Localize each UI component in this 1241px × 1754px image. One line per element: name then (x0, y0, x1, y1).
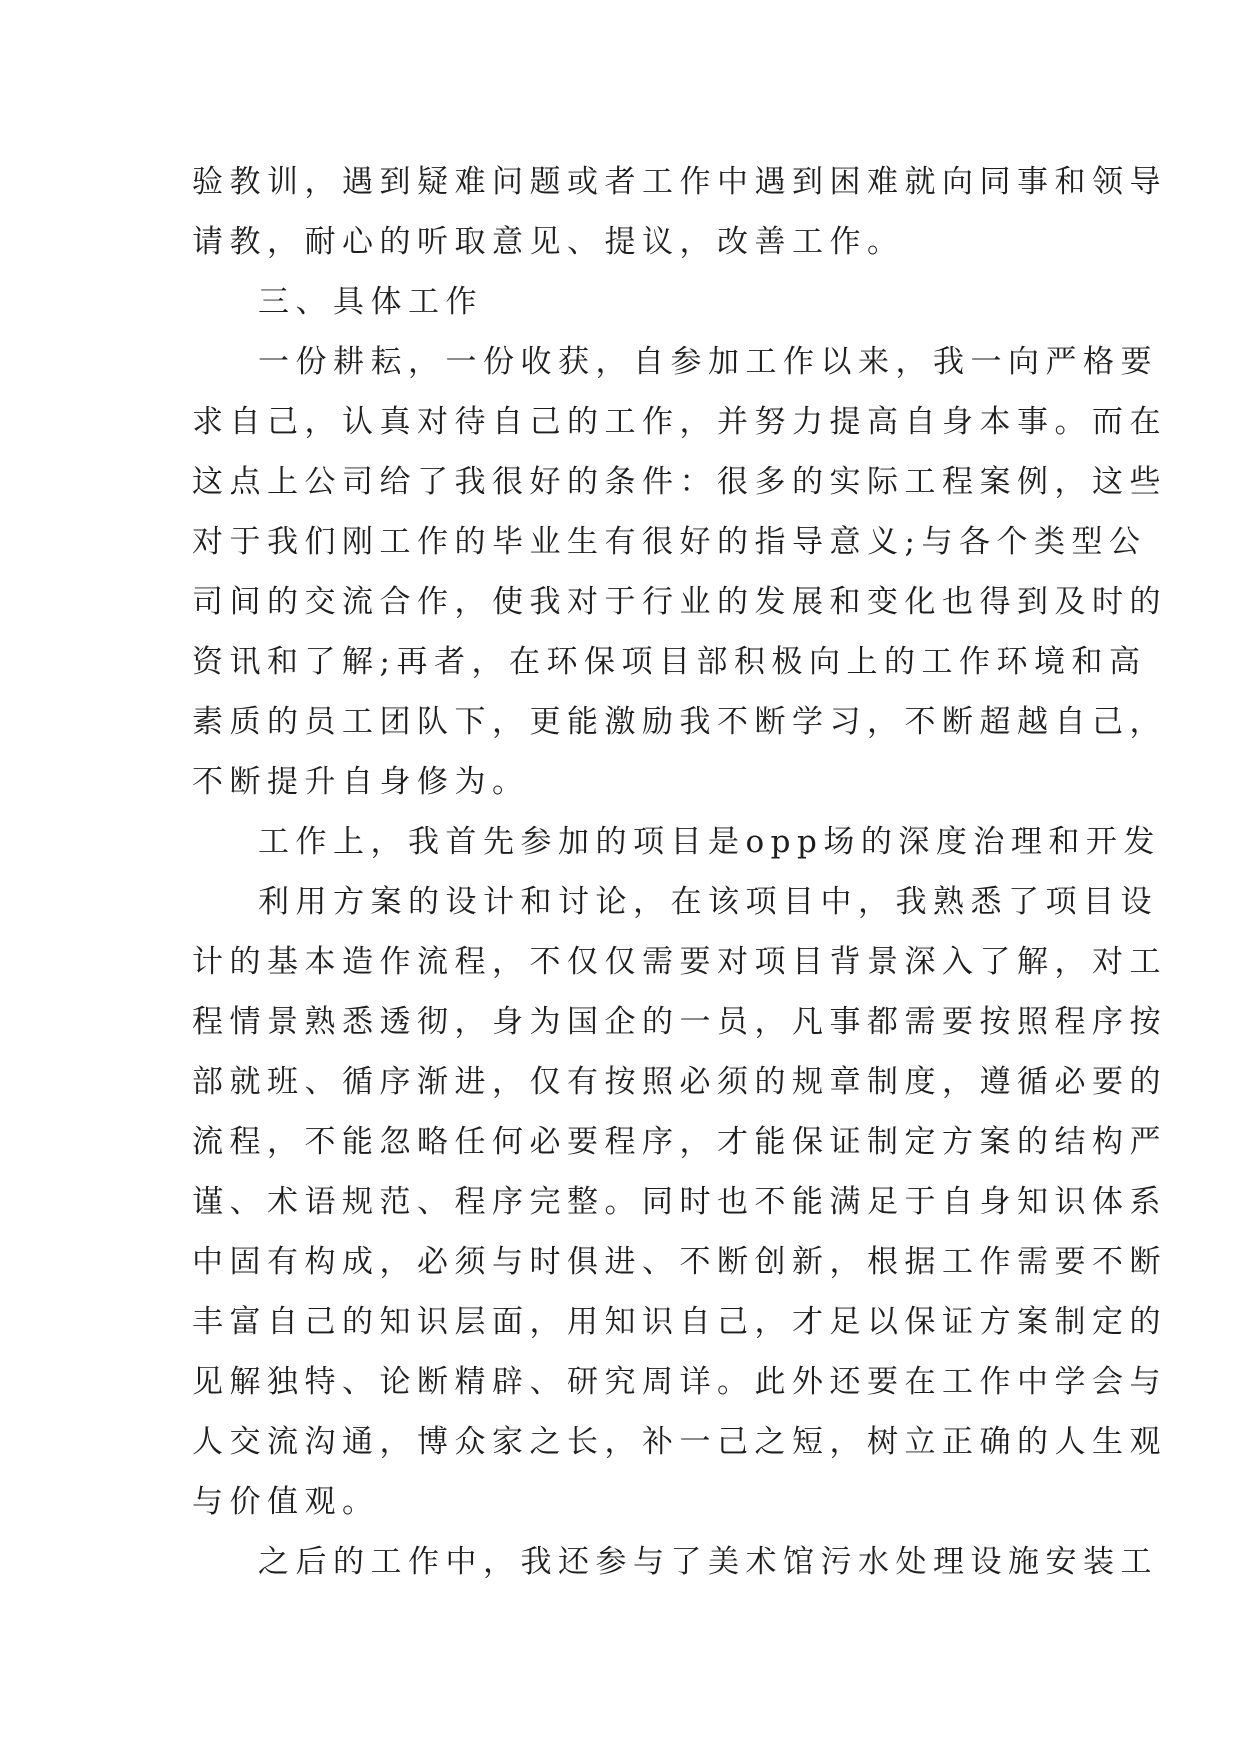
text-line: 工作上，我首先参加的项目是opp场的深度治理和开发 (258, 824, 1161, 860)
text-line: 请教，耐心的听取意见、提议，改善工作。 (192, 224, 905, 260)
text-line: 求自己，认真对待自己的工作，并努力提高自身本事。而在 (192, 404, 1167, 440)
text-line: 素质的员工团队下，更能激励我不断学习，不断超越自己， (192, 704, 1167, 740)
text-line: 人交流沟通，博众家之长，补一己之短，树立正确的人生观 (192, 1424, 1167, 1460)
text-line: 一份耕耘，一份收获，自参加工作以来，我一向严格要 (258, 344, 1158, 380)
text-line: 计的基本造作流程，不仅仅需要对项目背景深入了解，对工 (192, 944, 1167, 980)
text-line: 谨、术语规范、程序完整。同时也不能满足于自身知识体系 (192, 1184, 1167, 1220)
text-line: 见解独特、论断精辟、研究周详。此外还要在工作中学会与 (192, 1364, 1167, 1400)
text-line: 利用方案的设计和讨论，在该项目中，我熟悉了项目设 (258, 884, 1158, 920)
text-line: 与价值观。 (192, 1484, 380, 1520)
text-line: 验教训，遇到疑难问题或者工作中遇到困难就向同事和领导 (192, 164, 1167, 200)
text-line: 程情景熟悉透彻，身为国企的一员，凡事都需要按照程序按 (192, 1004, 1167, 1040)
document-body (192, 152, 1167, 1592)
text-line: 不断提升自身修为。 (192, 764, 530, 800)
text-line: 部就班、循序渐进，仅有按照必须的规章制度，遵循必要的 (192, 1064, 1167, 1100)
section-heading: 三、具体工作 (258, 284, 483, 320)
text-line: 司间的交流合作，使我对于行业的发展和变化也得到及时的 (192, 584, 1167, 620)
text-line: 这点上公司给了我很好的条件：很多的实际工程案例，这些 (192, 464, 1167, 500)
text-line: 资讯和了解;再者，在环保项目部积极向上的工作环境和高 (192, 644, 1147, 680)
text-line: 丰富自己的知识层面，用知识自己，才足以保证方案制定的 (192, 1304, 1167, 1340)
text-line: 流程，不能忽略任何必要程序，才能保证制定方案的结构严 (192, 1124, 1167, 1160)
text-line: 中固有构成，必须与时俱进、不断创新，根据工作需要不断 (192, 1244, 1167, 1280)
text-line: 对于我们刚工作的毕业生有很好的指导意义;与各个类型公 (192, 524, 1147, 560)
text-line: 之后的工作中，我还参与了美术馆污水处理设施安装工 (258, 1544, 1158, 1580)
